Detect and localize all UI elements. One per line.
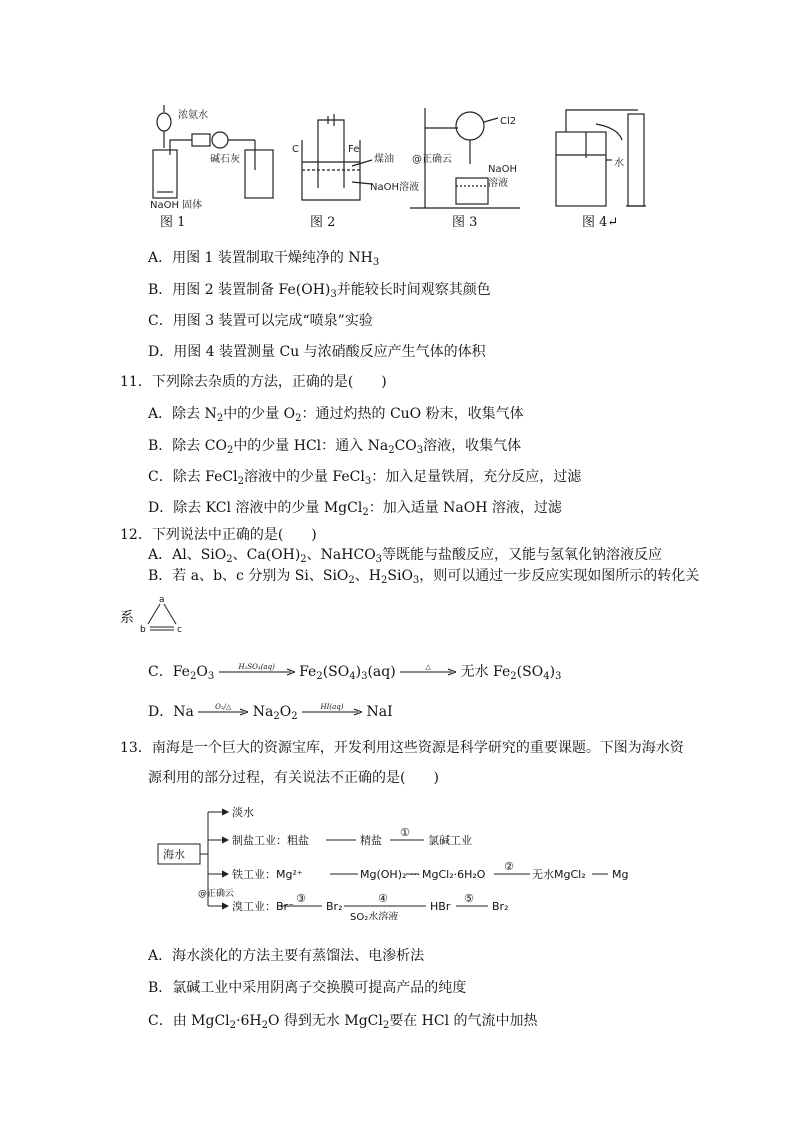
fig2-electrode-right: Fe — [348, 144, 360, 155]
flow-sea: 海水 — [163, 848, 185, 861]
fig2-label-solution: NaOH溶液 — [370, 182, 419, 193]
flow-salt-industry: 制盐工业：粗盐 — [232, 834, 309, 847]
flow-step-1: ① — [400, 826, 410, 839]
fig4-label-water: 水 — [614, 158, 624, 169]
flow-chlor-alkali: 氯碱工业 — [428, 834, 472, 847]
fig3-label-gas: Cl2 — [500, 116, 517, 127]
seawater-flowchart — [150, 800, 650, 920]
triangle-label-a: a — [159, 595, 165, 605]
q12-stem: 12．下列说法中正确的是( ) — [120, 527, 317, 543]
fig2-label-oil: 煤油 — [374, 154, 394, 165]
flow-mg: Mg — [612, 868, 629, 881]
fig1-label-bottom: NaOH 固体 — [150, 200, 203, 211]
flow-fresh-water: 淡水 — [232, 806, 254, 819]
apparatus-drawings — [140, 100, 670, 232]
q12-option-a: A．Al、SiO$_2$、$Ca(OH)_2$、NaHCO$_3$等既能与盐酸反应，又能与氢氧化钠溶液反应 — [148, 547, 663, 565]
q10-option-b: B．用图 2 装置制备 $Fe(OH)_3$并能较长时间观察其颜色 — [148, 282, 491, 300]
apparatus-figures — [140, 100, 670, 232]
fig3-caption: 图 3 — [452, 215, 478, 230]
flow-br2-second: Br₂ — [492, 900, 509, 913]
q13-option-b: B．氯碱工业中采用阴离子交换膜可提高产品的纯度 — [148, 980, 467, 996]
q11-stem: 11．下列除去杂质的方法，正确的是( ) — [120, 374, 387, 390]
fig1-label-right: 碱石灰 — [210, 154, 240, 165]
q12-option-d: D．Na O₂/△ $Na_2O_2$ HI(aq) NaI — [148, 703, 393, 722]
reaction-arrow-heat: △ — [400, 668, 456, 676]
q13-option-c: C．由 $MgCl_2\cdot 6H_2O$ 得到无水 MgCl$_2$要在 HCl 的气流中加热 — [148, 1013, 538, 1031]
fig2-caption: 图 2 — [310, 215, 336, 230]
q12-option-b-continuation: 系 — [120, 610, 134, 626]
flow-mgcl2-hydrate: MgCl₂·6H₂O — [422, 868, 486, 881]
figure-2-drawing — [302, 114, 372, 200]
q11-option-b: B．除去 $CO_2$中的少量 HCl：通入 $Na_2CO_3$溶液，收集气体 — [148, 438, 522, 456]
fig1-caption: 图 1 — [160, 215, 186, 230]
q11-option-c: C．除去 FeCl$_2$溶液中的少量 FeCl$_3$：加入足量铁屑，充分反应，过滤 — [148, 469, 582, 487]
flow-watermark: @正确云 — [198, 889, 235, 899]
flow-br-industry: 溴工业：Br⁻ — [232, 900, 294, 913]
q12-option-b: B．若 a、b、c 分别为 Si、SiO$_2$、$H_2SiO_3$，则可以通过一步反应实现如图所示的转化关 — [148, 568, 700, 586]
flow-refined-salt: 精盐 — [360, 834, 382, 847]
q12-option-c: C．$Fe_2O_3$ H₂SO₄(aq) $Fe_2(SO_4)_3(aq)$ △ 无水 $Fe_2(SO_4)_3$ — [148, 663, 562, 682]
q13-option-a: A．海水淡化的方法主要有蒸馏法、电渗析法 — [148, 948, 425, 964]
flow-so2-solution: SO₂水溶液 — [350, 912, 399, 920]
fig3-label-solution: 溶液 — [488, 178, 508, 189]
figure-1-drawing — [153, 105, 273, 198]
flow-step-4: ④ — [378, 892, 388, 905]
flow-hbr: HBr — [430, 900, 451, 913]
reaction-arrow-hi: HI(aq) — [302, 708, 362, 716]
flow-step-3: ③ — [296, 892, 306, 905]
fig1-label-top: 浓氨水 — [178, 110, 208, 121]
fig2-electrode-left: C — [292, 144, 299, 155]
q10-option-a: A．用图 1 装置制取干燥纯净的 $NH_3$ — [148, 250, 380, 268]
q13-stem-line-2: 源利用的部分过程，有关说法不正确的是( ) — [148, 770, 439, 786]
flow-mgoh2: Mg(OH)₂ ··· — [360, 868, 421, 881]
figure-4-drawing — [556, 110, 646, 206]
reaction-arrow-h2so4: H₂SO₄(aq) — [219, 668, 295, 676]
fig4-caption: 图 4↵ — [582, 215, 619, 230]
q11-option-d: D．除去 KCl 溶液中的少量 MgCl$_2$：加入适量 NaOH 溶液，过滤 — [148, 500, 562, 518]
fig3-label-naoh: NaOH — [488, 164, 517, 175]
abc-triangle-diagram — [132, 594, 192, 640]
q13-stem-line-1: 13．南海是一个巨大的资源宝库，开发利用这些资源是科学研究的重要课题。下图为海水资 — [120, 740, 684, 756]
q11-option-a: A．除去 $N_2$中的少量 $O_2$：通过灼热的 CuO 粉末，收集气体 — [148, 406, 524, 424]
flow-br2-first: Br₂ — [326, 900, 343, 913]
triangle-label-c: c — [177, 625, 182, 635]
fig3-watermark: @正确云 — [412, 154, 452, 165]
reaction-arrow-o2: O₂/△ — [198, 708, 248, 716]
flow-step-2: ② — [504, 860, 514, 873]
triangle-label-b: b — [140, 625, 146, 635]
flow-mg-industry: 铁工业：Mg²⁺ — [232, 868, 303, 881]
flow-anhydrous-mgcl2: 无水MgCl₂ — [532, 868, 586, 881]
q10-option-d: D．用图 4 装置测量 Cu 与浓硝酸反应产生气体的体积 — [148, 344, 486, 360]
flow-step-5: ⑤ — [464, 892, 474, 905]
q10-option-c: C．用图 3 装置可以完成“喷泉”实验 — [148, 313, 373, 329]
